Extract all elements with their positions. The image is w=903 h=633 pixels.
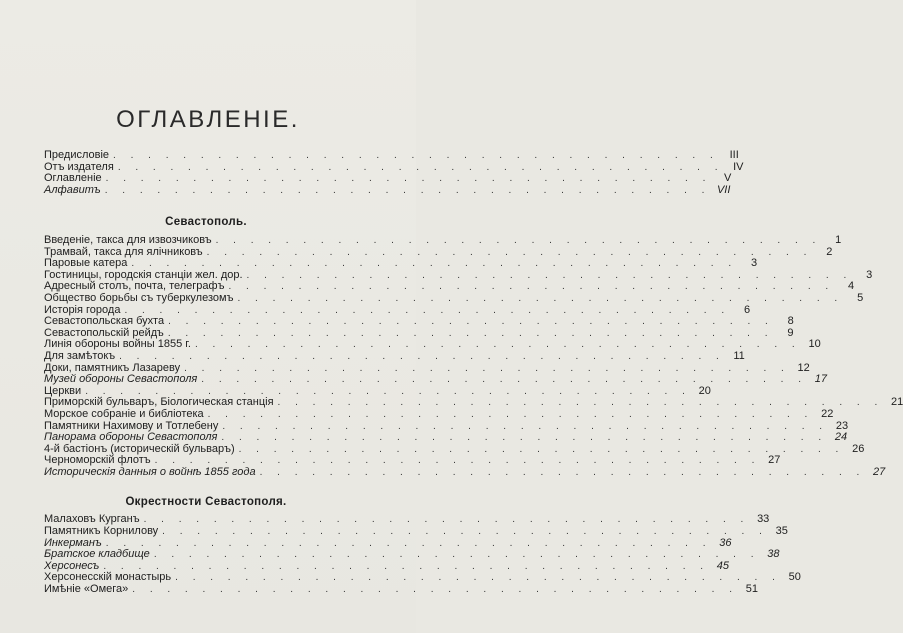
toc-entry [44, 525, 788, 538]
toc-entry-page: IV [733, 160, 744, 173]
toc-entry-page: 20 [698, 384, 711, 397]
toc-entry-page: 35 [775, 525, 788, 538]
dot-leader: . . . . . . . . . . . . . . . . . . . . . . . . . . . . . . . . . . . [222, 420, 829, 432]
dot-leader: . . . . . . . . . . . . . . . . . . . . . . . . . . . . . . . . . . . [124, 304, 731, 316]
dot-leader: . . . . . . . . . . . . . . . . . . . . . . . . . . . . . . . . . . . [153, 549, 760, 561]
dot-leader: . . . . . . . . . . . . . . . . . . . . . . . . . . . . . . . . . . . [237, 292, 844, 304]
dot-leader: . . . . . . . . . . . . . . . . . . . . . . . . . . . . . . . . . . . [201, 374, 807, 386]
dot-leader: . . . . . . . . . . . . . . . . . . . . . . . . . . . . . . . . . . . [85, 385, 691, 397]
toc-entry-label: Имѣніе «Омега» [44, 583, 129, 596]
toc-entry [44, 315, 794, 328]
toc-entry-label: Церкви [44, 384, 82, 397]
toc-entry [44, 583, 758, 596]
toc-entry-page: 45 [716, 559, 730, 572]
dot-leader: . . . . . . . . . . . . . . . . . . . . . . . . . . . . . . . . . . . [113, 150, 719, 161]
toc-entry-page: 26 [852, 442, 865, 455]
dot-leader: . . . . . . . . . . . . . . . . . . . . . . . . . . . . . . . . . . . [221, 432, 828, 444]
toc-entry [44, 431, 848, 444]
dot-leader: . . . . . . . . . . . . . . . . . . . . . . . . . . . . . . . . . . . [105, 537, 712, 549]
toc-entry-label: Паровые катера [44, 257, 128, 270]
toc-entry-label: Общество борьбы съ туберкулезомъ [44, 291, 234, 304]
toc-entry [44, 349, 745, 363]
toc-entry [44, 291, 864, 305]
toc-entry-page: 5 [857, 291, 864, 304]
toc-entry [44, 149, 739, 162]
dot-leader: . . . . . . . . . . . . . . . . . . . . . . . . . . . . . . . . . . . [168, 316, 774, 328]
dot-leader: . . . . . . . . . . . . . . . . . . . . . . . . . . . . . . . . . . . [119, 350, 725, 362]
dot-leader: . . . . . . . . . . . . . . . . . . . . . . . . . . . . . . . . . . . [184, 362, 790, 374]
toc-entry-page: 12 [797, 361, 810, 374]
toc-entry-page: 8 [787, 315, 794, 328]
dot-leader: . . . . . . . . . . . . . . . . . . . . . . . . . . . . . . . . . . . [175, 572, 781, 584]
dot-leader: . . . . . . . . . . . . . . . . . . . . . . . . . . . . . . . . . . . [117, 161, 724, 173]
toc-entry-label: Херсонесскій монастырь [44, 571, 172, 584]
toc-entry-label: Для замѣтокъ [44, 349, 116, 362]
toc-entry-page: 27 [873, 465, 886, 478]
dot-leader: . . . . . . . . . . . . . . . . . . . . . . . . . . . . . . . . . . . [228, 281, 835, 293]
toc-entry-page: 22 [821, 407, 834, 420]
dot-leader: . . . . . . . . . . . . . . . . . . . . . . . . . . . . . . . . . . . [143, 514, 750, 526]
toc-entry-label: Черноморскій флотъ [44, 454, 151, 467]
toc-entry-label: Памятникъ Корнилову [44, 525, 159, 538]
toc-entry-label: Инкерманъ [44, 536, 102, 549]
toc-entry-label: Панорама обороны Севастополя [44, 431, 218, 444]
toc-entry-page: 33 [757, 513, 770, 526]
toc-entry-label: Братское кладбище [44, 548, 150, 561]
dot-leader: . . . . . . . . . . . . . . . . . . . . . . . . . . . . . . . . . . . [162, 526, 768, 538]
toc-entry-page: 23 [835, 419, 849, 432]
toc-entry-label: Севастопольскій рейдъ [44, 326, 164, 339]
toc-entry-page: 51 [745, 583, 758, 596]
toc-entry-page: 50 [788, 571, 801, 584]
toc-entry-page: 6 [744, 303, 751, 316]
toc-entry-page: 24 [834, 431, 848, 444]
toc-entry-label: Трамвай, такса для ялічниковъ [44, 245, 203, 258]
toc-entry-label: Музей обороны Севастополя [44, 373, 198, 386]
toc-entry-page: 21 [891, 396, 903, 409]
toc-entry-page: 1 [835, 234, 842, 246]
toc-entry-label: Оглавленіе [44, 172, 102, 185]
toc-entry-page: 2 [826, 245, 833, 258]
toc-entry [44, 373, 827, 386]
toc-entry-label: Алфавитъ [44, 183, 101, 196]
toc-entry-label: Предисловіе [44, 149, 110, 161]
dot-leader: . . . . . . . . . . . . . . . . . . . . . . . . . . . . . . . . . . . [103, 560, 710, 572]
toc-entry-page: 9 [787, 326, 794, 339]
table-of-contents [44, 149, 903, 596]
toc-entry-page: 11 [733, 349, 745, 362]
dot-leader: . . . . . . . . . . . . . . . . . . . . . . . . . . . . . . . . . . . [238, 443, 845, 455]
toc-entry-label: 4-й бастіонъ (историческій бульваръ) [44, 442, 235, 455]
toc-entry-label: Памятники Нахимову и Тотлебену [44, 419, 219, 432]
toc-entry-page: 17 [814, 373, 827, 386]
toc-entry-label: Доки, памятникъ Лазареву [44, 361, 181, 374]
toc-entry-label: Историческія данныя о войнѣ 1855 года [44, 465, 256, 478]
dot-leader: . . . . . . . . . . . . . . . . . . . . . . . . . . . . . . . . . . . [104, 184, 711, 196]
dot-leader: . . . . . . . . . . . . . . . . . . . . . . . . . . . . . . . . . . . [206, 246, 813, 258]
toc-entry-page: 38 [767, 548, 780, 561]
dot-leader: . . . . . . . . . . . . . . . . . . . . . . . . . . . . . . . . . . . [215, 235, 822, 246]
dot-leader: . . . . . . . . . . . . . . . . . . . . . . . . . . . . . . . . . . . [207, 408, 814, 420]
environs-entries [44, 513, 801, 596]
dot-leader: . . . . . . . . . . . . . . . . . . . . . . . . . . . . . . . . . . . [259, 466, 866, 478]
dot-leader: . . . . . . . . . . . . . . . . . . . . . . . . . . . . . . . . . . . [277, 397, 884, 409]
dot-leader: . . . . . . . . . . . . . . . . . . . . . . . . . . . . . . . . . . . [167, 327, 774, 339]
toc-entry-page: 10 [808, 338, 821, 351]
dot-leader: . . . . . . . . . . . . . . . . . . . . . . . . . . . . . . . . . . . [131, 258, 738, 270]
toc-entry-label: Малаховъ Курганъ [44, 513, 140, 526]
toc-entry-label: Отъ издателя [44, 160, 114, 173]
sevastopol-entries [44, 234, 903, 478]
dot-leader: . . . . . . . . . . . . . . . . . . . . . . . . . . . . . . . . . . . [194, 339, 801, 351]
front-matter-list [44, 149, 744, 214]
toc-entry [44, 407, 834, 421]
toc-entry-page: VII [716, 183, 731, 196]
toc-entry-label: Севастопольская бухта [44, 315, 165, 328]
toc-entry-label: Исторія города [44, 303, 121, 316]
dot-leader: . . . . . . . . . . . . . . . . . . . . . . . . . . . . . . . . . . . [246, 269, 853, 281]
toc-entry-label: Линія обороны войны 1855 г. [44, 338, 191, 351]
dot-leader: . . . . . . . . . . . . . . . . . . . . . . . . . . . . . . . . . . . [132, 584, 738, 596]
toc-entry [44, 234, 842, 247]
toc-entry-label: Адресный столъ, почта, телеграфъ [44, 280, 225, 293]
toc-entry-label: Херсонесъ [44, 559, 100, 572]
toc-entry-page: 4 [848, 280, 855, 293]
toc-entry-page: 3 [866, 268, 873, 281]
toc-entry-label: Морское собраніе и библіотека [44, 407, 204, 420]
section-heading-sevastopol: Севастополь. [165, 216, 247, 228]
dot-leader: . . . . . . . . . . . . . . . . . . . . . . . . . . . . . . . . . . . [105, 173, 712, 185]
toc-entry-page: 3 [750, 257, 758, 270]
page-title: ОГЛАВЛЕНІЕ. [116, 106, 300, 133]
toc-entry-label: Приморскій бульваръ, Біологическая станція [44, 396, 274, 409]
toc-entry-page: 36 [719, 536, 732, 549]
toc-entry-page: V [724, 172, 732, 185]
dot-leader: . . . . . . . . . . . . . . . . . . . . . . . . . . . . . . . . . . . [154, 455, 761, 467]
toc-entry-label: Введеніе, такса для извозчиковъ [44, 234, 212, 246]
toc-entry-label: Гостиницы, городскія станціи жел. дор. [44, 268, 243, 281]
toc-entry-page: 27 [768, 454, 781, 467]
section-heading-environs: Окрестности Севастополя. [125, 496, 287, 509]
toc-entry-page: III [729, 149, 739, 161]
toc-entry [44, 183, 731, 197]
toc-entry [44, 465, 886, 479]
